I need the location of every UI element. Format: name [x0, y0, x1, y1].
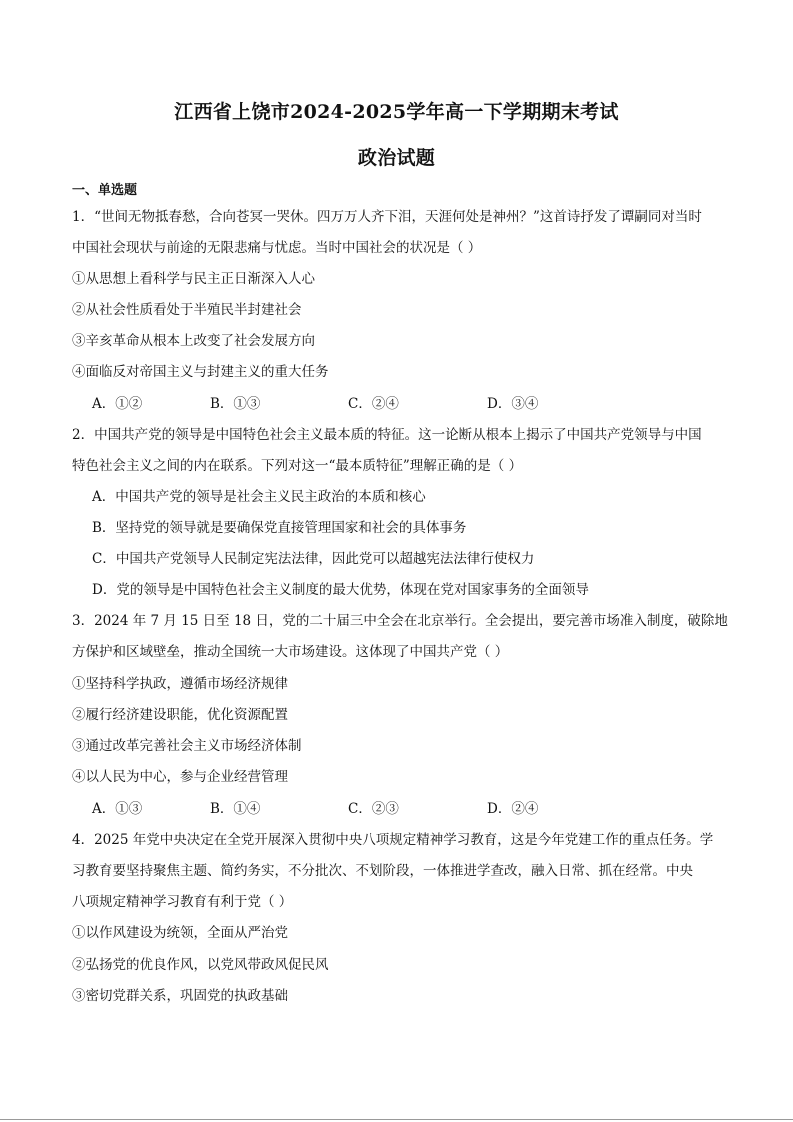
q4-item-1: ①以作风建设为统领，全面从严治党 [72, 925, 288, 941]
q2-option-d[interactable]: D．党的领导是中国特色社会主义制度的最大优势，体现在党对国家事务的全面领导 [92, 582, 589, 598]
q3-option-b[interactable]: B．①④ [210, 801, 261, 817]
q2-option-a[interactable]: A．中国共产党的领导是社会主义民主政治的本质和核心 [92, 489, 426, 505]
q2-option-c[interactable]: C．中国共产党领导人民制定宪法法律，因此党可以超越宪法法律行使权力 [92, 551, 535, 567]
exam-title: 江西省上饶市2024-2025学年高一下学期期末考试 [174, 101, 619, 123]
q2-stem-line1: 2．中国共产党的领导是中国特色社会主义最本质的特征。这一论断从根本上揭示了中国共产党领导与中国 [72, 427, 702, 443]
q3-option-c[interactable]: C．②③ [348, 801, 399, 817]
q2-option-b[interactable]: B．坚持党的领导就是要确保党直接管理国家和社会的具体事务 [92, 520, 467, 536]
q4-stem-line2: 习教育要坚持聚焦主题、简约务实，不分批次、不划阶段，一体推进学查改，融入日常、抓在经常。中央 [72, 863, 693, 879]
q1-item-2: ②从社会性质看处于半殖民半封建社会 [72, 302, 302, 318]
section-heading: 一、单选题 [72, 183, 138, 198]
q1-item-1: ①从思想上看科学与民主正日渐深入人心 [72, 271, 315, 287]
q1-option-b[interactable]: B．①③ [210, 396, 261, 412]
q1-item-4: ④面临反对帝国主义与封建主义的重大任务 [72, 364, 329, 380]
q3-item-3: ③通过改革完善社会主义市场经济体制 [72, 738, 302, 754]
q1-option-d[interactable]: D．③④ [487, 396, 539, 412]
q1-item-3: ③辛亥革命从根本上改变了社会发展方向 [72, 333, 315, 349]
q3-item-4: ④以人民为中心，参与企业经营管理 [72, 769, 288, 785]
q3-item-2: ②履行经济建设职能，优化资源配置 [72, 707, 288, 723]
q4-stem-line1: 4．2025 年党中央决定在全党开展深入贯彻中央八项规定精神学习教育，这是今年党建工作的重点任务。学 [72, 832, 714, 848]
page-bottom-divider [0, 1119, 793, 1120]
exam-subtitle: 政治试题 [357, 147, 436, 169]
q3-stem-line1: 3．2024 年 7 月 15 日至 18 日，党的二十届三中全会在北京举行。全会提出，要完善市场准入制度，破除地 [72, 613, 728, 629]
q1-option-c[interactable]: C．②④ [348, 396, 399, 412]
q1-stem-line2: 中国社会现状与前途的无限悲痛与忧虑。当时中国社会的状况是（ ） [72, 240, 482, 256]
q3-stem-line2: 方保护和区域壁垒，推动全国统一大市场建设。这体现了中国共产党（ ） [72, 644, 509, 660]
q4-stem-line3: 八项规定精神学习教育有利于党（ ） [72, 894, 293, 910]
q4-item-2: ②弘扬党的优良作风，以党风带政风促民风 [72, 957, 329, 973]
q4-item-3: ③密切党群关系，巩固党的执政基础 [72, 988, 288, 1004]
q3-option-a[interactable]: A．①③ [92, 801, 143, 817]
q1-option-a[interactable]: A．①② [92, 396, 143, 412]
q3-item-1: ①坚持科学执政，遵循市场经济规律 [72, 676, 288, 692]
q2-stem-line2: 特色社会主义之间的内在联系。下列对这一“最本质特征”理解正确的是（ ） [72, 458, 523, 474]
q3-option-d[interactable]: D．②④ [487, 801, 539, 817]
q1-stem-line1: 1．“世间无物抵春愁，合向苍冥一哭休。四万万人齐下泪，天涯何处是神州？”这首诗抒发了谭嗣同对当时 [72, 209, 702, 225]
